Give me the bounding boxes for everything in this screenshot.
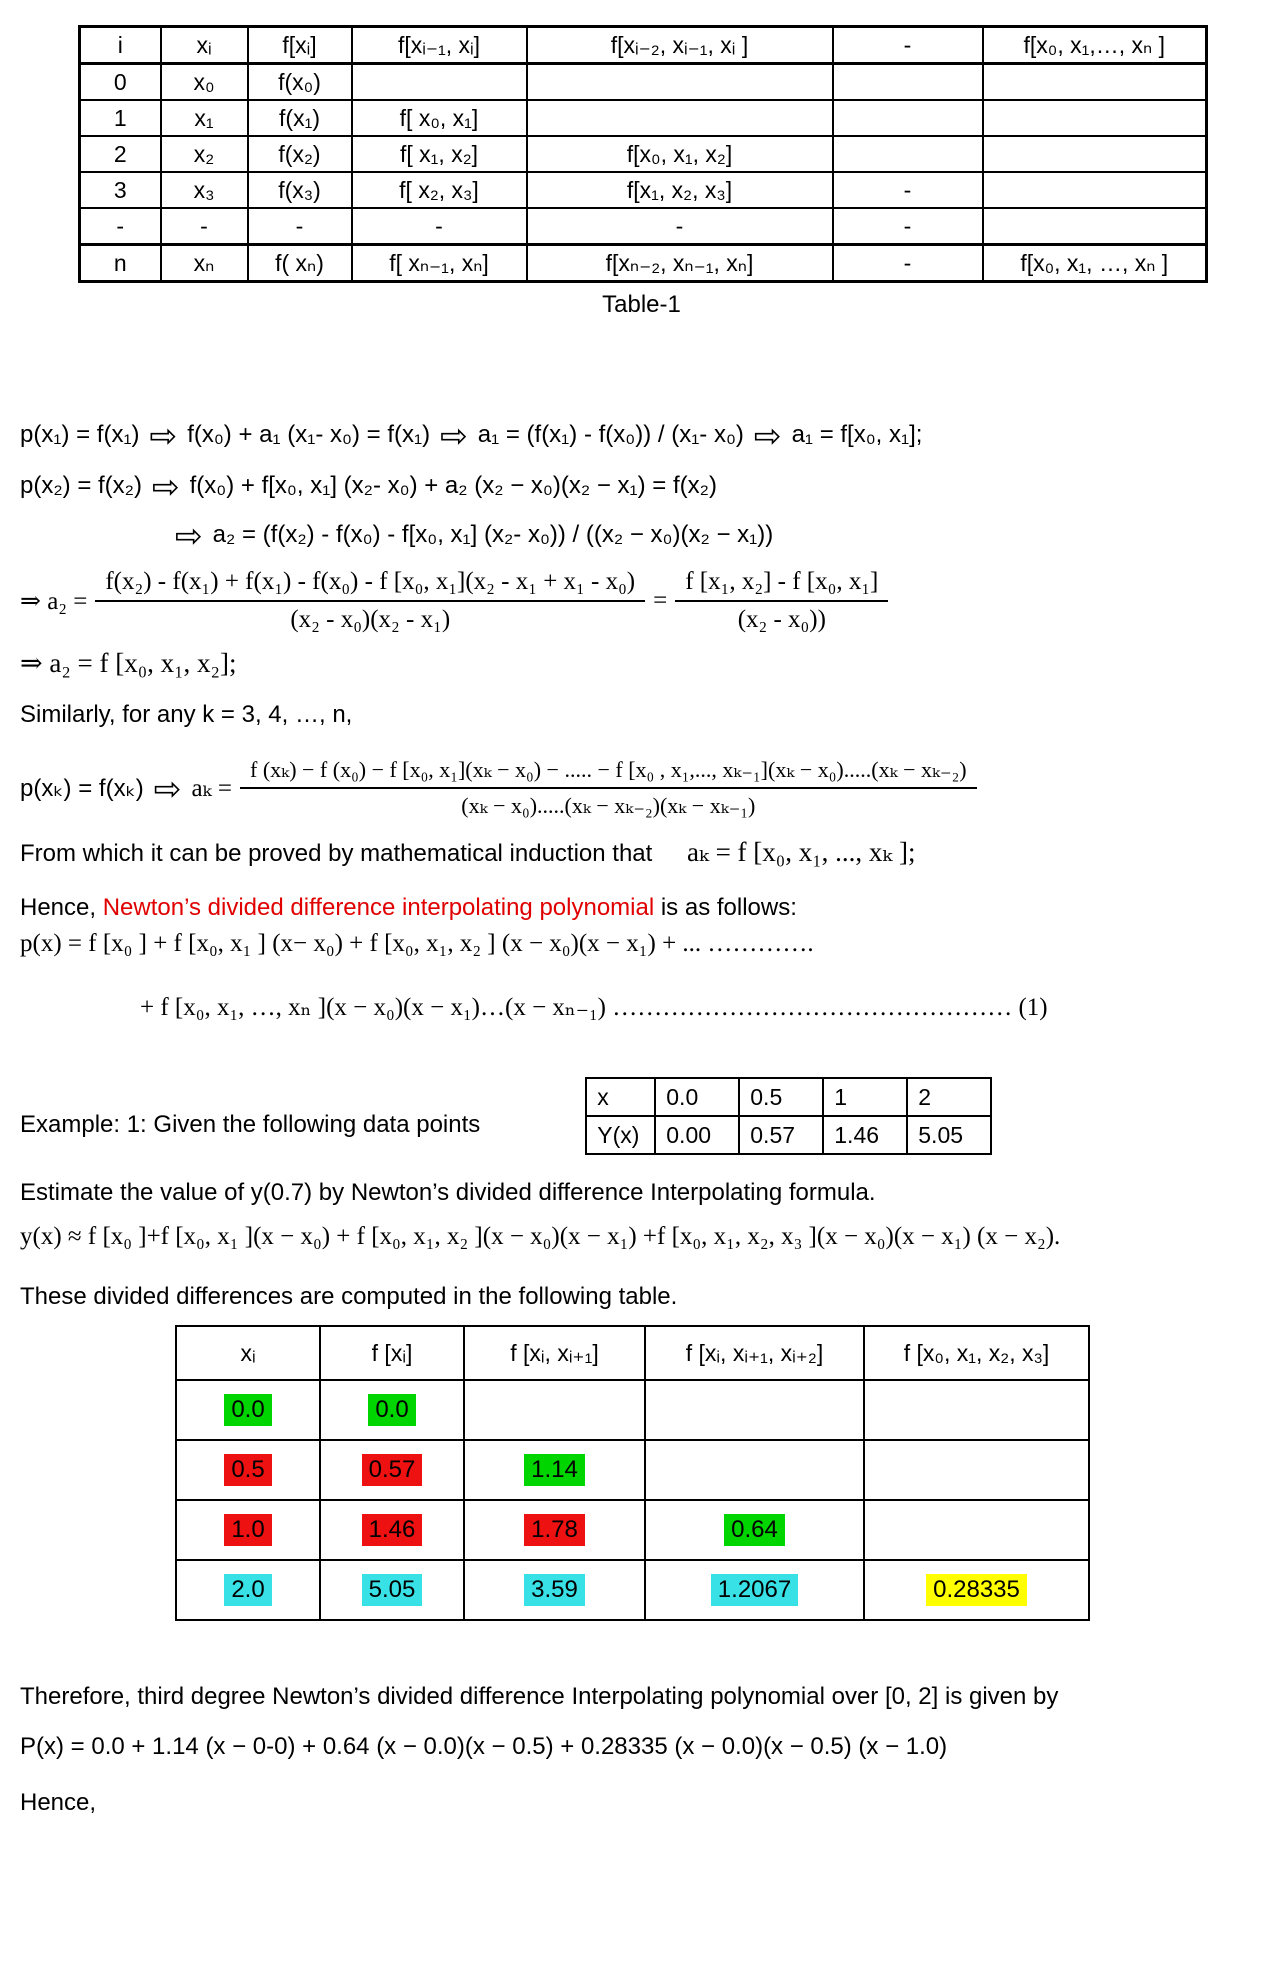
fraction-numerator: f(x₂) - f(x₁) + f(x₁) - f(x₀) - f [x₀, x₁](x₂ - x₁ + x₁ - x₀) bbox=[95, 568, 645, 602]
table-cell: f[ x₀, x₁] bbox=[352, 100, 527, 136]
table-cell: n bbox=[80, 245, 161, 282]
table1-caption: Table-1 bbox=[602, 291, 681, 318]
text-therefore: Therefore, third degree Newton’s divided difference Interpolating polynomial over [0, 2] is given by bbox=[20, 1683, 1059, 1710]
table-row bbox=[176, 1500, 1089, 1560]
table-row bbox=[80, 136, 1207, 172]
table-row bbox=[176, 1380, 1089, 1440]
fraction-numerator: f (xₖ) − f (x₀) − f [x₀, x₁](xₖ − x₀) − ..... − f [x₀ , x₁,..., xₖ₋₁](xₖ − x₀).....(xₖ − xₖ₋₂) bbox=[240, 757, 977, 789]
eq-segment: f(x₀) + a₁ (x₁- x₀) = f(x₁) bbox=[187, 421, 431, 448]
newton-polynomial-highlight: Newton’s divided difference interpolating polynomial bbox=[102, 894, 655, 921]
value-highlight: 2.0 bbox=[224, 1574, 271, 1606]
table-cell: 0.00 bbox=[655, 1116, 739, 1154]
eq-pk-fraction bbox=[20, 757, 1266, 819]
equals-sign: = bbox=[653, 587, 668, 614]
example-section bbox=[20, 1077, 1266, 1155]
table-cell: 2 bbox=[80, 136, 161, 172]
table-cell: x₀ bbox=[161, 64, 248, 101]
table-cell bbox=[833, 100, 983, 136]
header-cell: - bbox=[833, 27, 983, 64]
table-cell: 0.57 bbox=[739, 1116, 823, 1154]
right-arrow-icon: ⇨ bbox=[440, 416, 468, 455]
value-highlight bbox=[548, 1391, 562, 1423]
table-cell bbox=[983, 136, 1207, 172]
table-cell: 3 bbox=[80, 172, 161, 208]
right-arrow-icon: ⇨ bbox=[175, 516, 203, 555]
table-cell bbox=[645, 1380, 864, 1440]
table-cell: 0 bbox=[80, 64, 161, 101]
table-row bbox=[80, 64, 1207, 101]
eq-segment: p(x₂) = f(x₂) bbox=[20, 472, 142, 499]
eq-newton-polynomial-2: + f [x₀, x₁, …, xₙ ](x − x₀)(x − x₁)…(x − xₙ₋₁) ………………………………………… (1) bbox=[140, 994, 1048, 1021]
table-cell: f[x₀, x₁, …, xₙ ] bbox=[983, 245, 1207, 282]
text-hence-intro bbox=[20, 894, 1266, 922]
table-cell bbox=[833, 136, 983, 172]
value-highlight: 1.46 bbox=[362, 1514, 423, 1546]
table-cell bbox=[464, 1500, 645, 1560]
table-cell: f(x₁) bbox=[248, 100, 352, 136]
table-cell: 0.0 bbox=[655, 1078, 739, 1116]
table-cell: f[x₀, x₁, x₂] bbox=[527, 136, 833, 172]
table-cell bbox=[527, 100, 833, 136]
table1-divided-differences-schema bbox=[78, 25, 1208, 283]
eq-p-x2 bbox=[20, 467, 1266, 506]
eq-lead: p(xₖ) = f(xₖ) bbox=[20, 774, 144, 802]
eq-segment: a₁ = (f(x₁) - f(x₀)) / (x₁- x₀) bbox=[477, 421, 744, 448]
value-highlight: 5.05 bbox=[362, 1574, 423, 1606]
value-highlight bbox=[970, 1391, 984, 1423]
header-cell: f [x₀, x₁, x₂, x₃] bbox=[864, 1326, 1089, 1380]
header-cell: f[xᵢ₋₂, xᵢ₋₁, xᵢ ] bbox=[527, 27, 833, 64]
table-cell: - bbox=[833, 172, 983, 208]
eq-segment: f(x₀) + f[x₀, x₁] (x₂- x₀) + a₂ (x₂ − x₀)(x₂ − x₁) = f(x₂) bbox=[189, 472, 717, 499]
table-row bbox=[80, 27, 1207, 64]
table-cell: f[ x₂, x₃] bbox=[352, 172, 527, 208]
fraction bbox=[240, 757, 977, 819]
text-similarly: Similarly, for any k = 3, 4, …, n, bbox=[20, 701, 353, 728]
eq-segment: p(x₁) = f(x₁) bbox=[20, 421, 140, 448]
table-cell bbox=[320, 1500, 464, 1560]
table-cell bbox=[176, 1500, 320, 1560]
fraction-denominator: (x₂ - x₀)(x₂ - x₁) bbox=[290, 606, 451, 633]
right-arrow-icon: ⇨ bbox=[153, 768, 182, 808]
eq-newton-polynomial-1: p(x) = f [x₀ ] + f [x₀, x₁ ] (x− x₀) + f [x₀, x₁, x₂ ] (x − x₀)(x − x₁) + ... …………. bbox=[20, 930, 814, 957]
table-cell: - bbox=[248, 208, 352, 245]
eq-lead: ⇒ a₂ = bbox=[20, 588, 88, 615]
table-cell: - bbox=[527, 208, 833, 245]
right-arrow-icon: ⇨ bbox=[753, 416, 782, 455]
table-cell bbox=[464, 1380, 645, 1440]
eq-segment: a₂ = (f(x₂) - f(x₀) - f[x₀, x₁] (x₂- x₀)) / ((x₂ − x₀)(x₂ − x₁)) bbox=[212, 521, 774, 548]
table-cell bbox=[176, 1560, 320, 1620]
table-cell bbox=[176, 1380, 320, 1440]
header-cell: i bbox=[80, 27, 161, 64]
value-highlight: 1.2067 bbox=[711, 1574, 798, 1606]
table-cell bbox=[320, 1560, 464, 1620]
text-segment: is as follows: bbox=[654, 894, 797, 921]
table-row bbox=[80, 208, 1207, 245]
fraction-denominator: (xₖ − x₀).....(xₖ − xₖ₋₂)(xₖ − xₖ₋₁) bbox=[461, 793, 756, 818]
table-row bbox=[80, 100, 1207, 136]
table-cell: f(x₀) bbox=[248, 64, 352, 101]
table-cell: xₙ bbox=[161, 245, 248, 282]
fraction-numerator: f [x₁, x₂] - f [x₀, x₁] bbox=[675, 568, 888, 602]
eq-p-x1 bbox=[20, 416, 1266, 455]
table2-divided-differences-values bbox=[175, 1325, 1090, 1621]
value-highlight: 1.78 bbox=[524, 1514, 585, 1546]
table-cell: f[x₁, x₂, x₃] bbox=[527, 172, 833, 208]
eq-yx-approx: y(x) ≈ f [x₀ ]+f [x₀, x₁ ](x − x₀) + f [x₀, x₁, x₂ ](x − x₀)(x − x₁) +f [x₀, x₁, x₂, x₃ ](x − x₀)(x − x₁) (x − x₂). bbox=[20, 1223, 1061, 1250]
value-highlight: 0.5 bbox=[224, 1454, 271, 1486]
table-cell bbox=[864, 1560, 1089, 1620]
table-row bbox=[176, 1440, 1089, 1500]
value-highlight: 1.14 bbox=[524, 1454, 585, 1486]
value-highlight: 0.57 bbox=[362, 1454, 423, 1486]
table-cell: 1.46 bbox=[823, 1116, 907, 1154]
table-cell bbox=[864, 1440, 1089, 1500]
table-cell bbox=[645, 1560, 864, 1620]
text-example-intro: Example: 1: Given the following data points bbox=[20, 1111, 481, 1138]
value-highlight: 3.59 bbox=[524, 1574, 585, 1606]
table-cell bbox=[645, 1440, 864, 1500]
eq-Px-result: P(x) = 0.0 + 1.14 (x − 0-0) + 0.64 (x − 0.0)(x − 0.5) + 0.28335 (x − 0.0)(x − 0.5) (x − 1.0) bbox=[20, 1733, 948, 1760]
table-cell: 1 bbox=[80, 100, 161, 136]
header-cell: f [xᵢ, xᵢ₊₁] bbox=[464, 1326, 645, 1380]
table-cell bbox=[320, 1380, 464, 1440]
header-cell: xᵢ bbox=[161, 27, 248, 64]
table-cell bbox=[864, 1500, 1089, 1560]
table-example-data bbox=[585, 1077, 992, 1155]
eq-a2-solve bbox=[165, 516, 1266, 555]
table-cell: x₁ bbox=[161, 100, 248, 136]
table-cell: - bbox=[833, 245, 983, 282]
value-highlight bbox=[748, 1391, 762, 1423]
table-cell bbox=[352, 64, 527, 101]
fraction-denominator: (x₂ - x₀)) bbox=[737, 606, 826, 633]
right-arrow-icon: ⇨ bbox=[149, 416, 178, 455]
header-cell: xᵢ bbox=[176, 1326, 320, 1380]
table-cell bbox=[983, 172, 1207, 208]
table-row bbox=[586, 1116, 991, 1154]
text-estimate: Estimate the value of y(0.7) by Newton’s divided difference Interpolating formula. bbox=[20, 1179, 876, 1206]
table-cell bbox=[527, 64, 833, 101]
table-cell bbox=[833, 64, 983, 101]
table-cell bbox=[983, 64, 1207, 101]
table-cell: f( xₙ) bbox=[248, 245, 352, 282]
table-row bbox=[80, 245, 1207, 282]
table-cell bbox=[320, 1440, 464, 1500]
table-row bbox=[176, 1560, 1089, 1620]
value-highlight: 0.0 bbox=[224, 1394, 271, 1426]
table-row bbox=[586, 1078, 991, 1116]
table-cell: f[ x₁, x₂] bbox=[352, 136, 527, 172]
table-cell: f(x₂) bbox=[248, 136, 352, 172]
eq-a2-fraction bbox=[20, 568, 1266, 634]
value-highlight: 0.28335 bbox=[926, 1574, 1027, 1606]
table-cell: 5.05 bbox=[907, 1116, 991, 1154]
table-cell: - bbox=[161, 208, 248, 245]
value-highlight bbox=[970, 1511, 984, 1543]
right-arrow-icon: ⇨ bbox=[151, 467, 180, 506]
table-cell: Y(x) bbox=[586, 1116, 655, 1154]
table-cell: f[xₙ₋₂, xₙ₋₁, xₙ] bbox=[527, 245, 833, 282]
text-hence: Hence, bbox=[20, 1789, 97, 1816]
table-cell: x₃ bbox=[161, 172, 248, 208]
table-row bbox=[80, 172, 1207, 208]
table-cell: f(x₃) bbox=[248, 172, 352, 208]
text-segment: From which it can be proved by mathematical induction that bbox=[20, 840, 653, 867]
value-highlight: 0.64 bbox=[724, 1514, 785, 1546]
header-cell: f [xᵢ, xᵢ₊₁, xᵢ₊₂] bbox=[645, 1326, 864, 1380]
table-cell: x₂ bbox=[161, 136, 248, 172]
table-cell bbox=[864, 1380, 1089, 1440]
table-cell bbox=[464, 1560, 645, 1620]
text-induction bbox=[20, 837, 1266, 868]
table-cell: - bbox=[833, 208, 983, 245]
table-cell bbox=[983, 100, 1207, 136]
fraction bbox=[95, 568, 645, 634]
eq-segment: a₁ = f[x₀, x₁]; bbox=[791, 421, 923, 448]
eq-lead: aₖ = bbox=[191, 775, 233, 802]
fraction bbox=[675, 568, 888, 634]
table-cell: - bbox=[80, 208, 161, 245]
table-cell bbox=[983, 208, 1207, 245]
table-cell: 0.5 bbox=[739, 1078, 823, 1116]
table-cell: 2 bbox=[907, 1078, 991, 1116]
value-highlight bbox=[970, 1451, 984, 1483]
table-row bbox=[176, 1326, 1089, 1380]
header-cell: f[xᵢ₋₁, xᵢ] bbox=[352, 27, 527, 64]
header-cell: f[xᵢ] bbox=[248, 27, 352, 64]
value-highlight bbox=[748, 1451, 762, 1483]
table-cell: f[ xₙ₋₁, xₙ] bbox=[352, 245, 527, 282]
eq-ak-result: aₖ = f [x₀, x₁, ..., xₖ ]; bbox=[686, 837, 916, 867]
table-cell bbox=[645, 1500, 864, 1560]
table-cell: x bbox=[586, 1078, 655, 1116]
value-highlight: 0.0 bbox=[368, 1394, 415, 1426]
text-segment: Hence, bbox=[20, 894, 103, 921]
table-cell: - bbox=[352, 208, 527, 245]
header-cell: f[x₀, x₁,…, xₙ ] bbox=[983, 27, 1207, 64]
value-highlight: 1.0 bbox=[224, 1514, 271, 1546]
header-cell: f [xᵢ] bbox=[320, 1326, 464, 1380]
table-cell: 1 bbox=[823, 1078, 907, 1116]
table-cell bbox=[464, 1440, 645, 1500]
text-table-intro: These divided differences are computed in the following table. bbox=[20, 1283, 678, 1310]
eq-a2-result: ⇒ a₂ = f [x₀, x₁, x₂]; bbox=[20, 648, 237, 678]
table-cell bbox=[176, 1440, 320, 1500]
